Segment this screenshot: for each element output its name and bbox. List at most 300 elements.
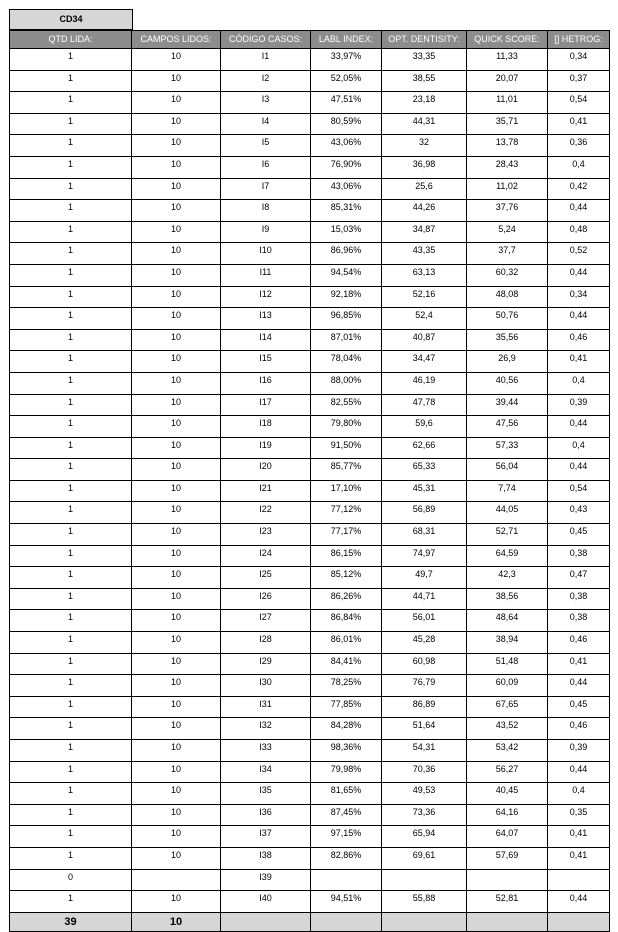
cell-campos-lidos: 10 [132, 200, 221, 222]
table-row [10, 459, 610, 481]
cell-quick-score: 67,65 [467, 696, 548, 718]
cell-opt-density: 25,6 [382, 178, 467, 200]
cell-quick-score: 48,08 [467, 286, 548, 308]
totals-row [10, 912, 610, 931]
table-row [10, 49, 610, 71]
cell-campos-lidos: 10 [132, 740, 221, 762]
cell-qtd-lida: 1 [10, 135, 132, 157]
total-hetrog [548, 912, 610, 931]
cell-qtd-lida: 1 [10, 394, 132, 416]
cell-opt-density: 52,4 [382, 308, 467, 330]
table-row [10, 567, 610, 589]
cell-qtd-lida: 1 [10, 804, 132, 826]
cell-campos-lidos: 10 [132, 804, 221, 826]
cell-codigo-casos: I16 [221, 372, 311, 394]
cell-qtd-lida: 1 [10, 783, 132, 805]
cell-opt-density: 76,79 [382, 675, 467, 697]
cell-qtd-lida: 1 [10, 653, 132, 675]
table-row [10, 653, 610, 675]
cell-hetrog: 0,41 [548, 351, 610, 373]
cell-labl-index: 82,55% [311, 394, 382, 416]
cell-labl-index: 85,77% [311, 459, 382, 481]
cell-codigo-casos: I37 [221, 826, 311, 848]
cell-labl-index: 81,65% [311, 783, 382, 805]
cell-labl-index: 94,54% [311, 264, 382, 286]
cell-qtd-lida: 1 [10, 264, 132, 286]
table-row [10, 524, 610, 546]
table-row [10, 200, 610, 222]
cell-codigo-casos: I14 [221, 329, 311, 351]
cell-codigo-casos: I33 [221, 740, 311, 762]
cell-qtd-lida: 1 [10, 459, 132, 481]
cell-opt-density: 65,33 [382, 459, 467, 481]
table-row [10, 308, 610, 330]
cell-campos-lidos: 10 [132, 156, 221, 178]
cell-labl-index: 91,50% [311, 437, 382, 459]
cell-campos-lidos: 10 [132, 394, 221, 416]
cell-labl-index: 52,05% [311, 70, 382, 92]
cell-hetrog: 0,37 [548, 70, 610, 92]
cell-opt-density: 40,87 [382, 329, 467, 351]
table-row [10, 221, 610, 243]
cell-campos-lidos: 10 [132, 437, 221, 459]
cell-opt-density: 70,36 [382, 761, 467, 783]
table-row [10, 113, 610, 135]
header-qtd-lida: QTD LIDA: [10, 31, 132, 49]
table-row [10, 372, 610, 394]
cell-quick-score: 50,76 [467, 308, 548, 330]
cell-campos-lidos: 10 [132, 135, 221, 157]
cell-opt-density: 44,26 [382, 200, 467, 222]
cell-opt-density: 60,98 [382, 653, 467, 675]
cell-opt-density: 59,6 [382, 416, 467, 438]
cell-labl-index: 78,25% [311, 675, 382, 697]
cell-opt-density: 36,98 [382, 156, 467, 178]
cell-labl-index: 98,36% [311, 740, 382, 762]
cell-labl-index: 87,45% [311, 804, 382, 826]
table-row [10, 696, 610, 718]
cell-campos-lidos: 10 [132, 847, 221, 869]
cell-labl-index: 33,97% [311, 49, 382, 71]
cell-opt-density: 86,89 [382, 696, 467, 718]
cell-qtd-lida: 1 [10, 588, 132, 610]
header-labl-index: LABL INDEX: [311, 31, 382, 49]
table-row [10, 718, 610, 740]
cell-quick-score: 48,64 [467, 610, 548, 632]
cell-campos-lidos: 10 [132, 718, 221, 740]
cell-labl-index: 85,12% [311, 567, 382, 589]
cell-campos-lidos: 10 [132, 329, 221, 351]
cell-quick-score: 37,7 [467, 243, 548, 265]
cell-campos-lidos: 10 [132, 264, 221, 286]
cell-quick-score: 43,52 [467, 718, 548, 740]
cell-codigo-casos: I30 [221, 675, 311, 697]
table-row [10, 243, 610, 265]
cell-hetrog: 0,45 [548, 696, 610, 718]
cell-codigo-casos: I39 [221, 869, 311, 891]
cell-quick-score: 38,56 [467, 588, 548, 610]
cell-opt-density: 69,61 [382, 847, 467, 869]
cell-labl-index: 86,01% [311, 632, 382, 654]
cell-labl-index: 76,90% [311, 156, 382, 178]
cell-opt-density: 23,18 [382, 92, 467, 114]
cell-opt-density: 43,35 [382, 243, 467, 265]
cell-opt-density: 46,19 [382, 372, 467, 394]
cell-labl-index: 77,17% [311, 524, 382, 546]
cell-quick-score: 64,16 [467, 804, 548, 826]
cell-hetrog: 0,41 [548, 826, 610, 848]
table-row [10, 286, 610, 308]
cell-qtd-lida: 1 [10, 826, 132, 848]
cell-opt-density: 45,31 [382, 480, 467, 502]
cell-codigo-casos: I13 [221, 308, 311, 330]
cell-labl-index: 86,96% [311, 243, 382, 265]
cell-codigo-casos: I6 [221, 156, 311, 178]
cell-opt-density: 55,88 [382, 891, 467, 913]
cell-campos-lidos: 10 [132, 891, 221, 913]
cell-hetrog: 0,46 [548, 718, 610, 740]
cell-quick-score: 56,04 [467, 459, 548, 481]
cell-quick-score: 38,94 [467, 632, 548, 654]
cell-qtd-lida: 1 [10, 761, 132, 783]
cell-qtd-lida: 1 [10, 156, 132, 178]
cell-labl-index: 85,31% [311, 200, 382, 222]
header-campos-lidos: CAMPOS LIDOS: [132, 31, 221, 49]
cell-qtd-lida: 1 [10, 610, 132, 632]
header-codigo-casos: CÓDIGO CASOS: [221, 31, 311, 49]
total-codigo-casos [221, 912, 311, 931]
cell-quick-score: 11,02 [467, 178, 548, 200]
cell-quick-score: 35,56 [467, 329, 548, 351]
cell-qtd-lida: 1 [10, 351, 132, 373]
cell-qtd-lida: 1 [10, 308, 132, 330]
spreadsheet [9, 9, 610, 932]
cell-hetrog: 0,44 [548, 308, 610, 330]
cell-qtd-lida: 1 [10, 92, 132, 114]
cell-quick-score: 52,81 [467, 891, 548, 913]
cell-labl-index: 87,01% [311, 329, 382, 351]
cell-quick-score: 47,56 [467, 416, 548, 438]
cell-hetrog: 0,44 [548, 761, 610, 783]
cell-hetrog: 0,38 [548, 545, 610, 567]
cell-qtd-lida: 1 [10, 567, 132, 589]
table-row [10, 804, 610, 826]
cell-hetrog: 0,44 [548, 416, 610, 438]
cell-opt-density: 51,64 [382, 718, 467, 740]
table-row [10, 847, 610, 869]
cell-qtd-lida: 1 [10, 718, 132, 740]
cell-qtd-lida: 1 [10, 480, 132, 502]
cell-quick-score: 13,78 [467, 135, 548, 157]
table-row [10, 610, 610, 632]
cell-qtd-lida: 1 [10, 329, 132, 351]
cell-hetrog: 0,34 [548, 49, 610, 71]
cell-labl-index: 86,84% [311, 610, 382, 632]
header-row [10, 31, 610, 49]
cell-campos-lidos: 10 [132, 243, 221, 265]
cell-hetrog: 0,41 [548, 847, 610, 869]
cell-qtd-lida: 1 [10, 286, 132, 308]
cell-campos-lidos: 10 [132, 632, 221, 654]
cell-codigo-casos: I26 [221, 588, 311, 610]
table-row [10, 826, 610, 848]
cell-qtd-lida: 1 [10, 221, 132, 243]
table-row [10, 675, 610, 697]
cell-hetrog: 0,42 [548, 178, 610, 200]
cell-labl-index: 92,18% [311, 286, 382, 308]
cell-campos-lidos: 10 [132, 372, 221, 394]
cell-codigo-casos: I21 [221, 480, 311, 502]
cell-qtd-lida: 1 [10, 891, 132, 913]
cell-opt-density: 38,55 [382, 70, 467, 92]
cell-codigo-casos: I11 [221, 264, 311, 286]
cell-qtd-lida: 1 [10, 632, 132, 654]
table-row [10, 416, 610, 438]
cell-hetrog: 0,39 [548, 740, 610, 762]
cell-codigo-casos: I34 [221, 761, 311, 783]
cell-labl-index: 84,41% [311, 653, 382, 675]
cell-opt-density: 44,31 [382, 113, 467, 135]
cell-quick-score: 39,44 [467, 394, 548, 416]
cell-qtd-lida: 1 [10, 502, 132, 524]
cell-opt-density: 49,7 [382, 567, 467, 589]
cell-hetrog: 0,4 [548, 783, 610, 805]
cell-qtd-lida: 1 [10, 372, 132, 394]
cell-hetrog: 0,4 [548, 372, 610, 394]
cell-codigo-casos: I9 [221, 221, 311, 243]
cell-hetrog: 0,46 [548, 329, 610, 351]
cell-opt-density: 54,31 [382, 740, 467, 762]
cell-labl-index: 86,15% [311, 545, 382, 567]
cell-campos-lidos: 10 [132, 416, 221, 438]
cell-opt-density: 49,53 [382, 783, 467, 805]
cell-opt-density [382, 869, 467, 891]
cell-opt-density: 68,31 [382, 524, 467, 546]
cell-hetrog: 0,38 [548, 610, 610, 632]
cell-labl-index: 78,04% [311, 351, 382, 373]
cell-hetrog: 0,54 [548, 92, 610, 114]
cell-codigo-casos: I1 [221, 49, 311, 71]
cell-quick-score: 56,27 [467, 761, 548, 783]
cell-quick-score: 57,69 [467, 847, 548, 869]
cell-quick-score: 11,01 [467, 92, 548, 114]
cell-campos-lidos: 10 [132, 351, 221, 373]
header-opt-density: OPT. DENTISITY: [382, 31, 467, 49]
table-row [10, 70, 610, 92]
cell-hetrog: 0,36 [548, 135, 610, 157]
cell-hetrog: 0,54 [548, 480, 610, 502]
cell-labl-index: 17,10% [311, 480, 382, 502]
cell-hetrog [548, 869, 610, 891]
total-qtd-lida: 39 [10, 912, 132, 931]
cell-labl-index: 47,51% [311, 92, 382, 114]
cell-hetrog: 0,39 [548, 394, 610, 416]
cell-hetrog: 0,35 [548, 804, 610, 826]
cell-codigo-casos: I22 [221, 502, 311, 524]
cell-codigo-casos: I38 [221, 847, 311, 869]
cell-labl-index: 84,28% [311, 718, 382, 740]
cell-codigo-casos: I2 [221, 70, 311, 92]
cell-codigo-casos: I23 [221, 524, 311, 546]
cell-hetrog: 0,44 [548, 891, 610, 913]
cell-codigo-casos: I29 [221, 653, 311, 675]
cell-codigo-casos: I20 [221, 459, 311, 481]
cell-hetrog: 0,34 [548, 286, 610, 308]
cell-campos-lidos: 10 [132, 524, 221, 546]
cell-qtd-lida: 1 [10, 696, 132, 718]
header-quick-score: QUICK SCORE: [467, 31, 548, 49]
cell-quick-score: 53,42 [467, 740, 548, 762]
cell-campos-lidos: 10 [132, 761, 221, 783]
cell-opt-density: 62,66 [382, 437, 467, 459]
cell-hetrog: 0,4 [548, 437, 610, 459]
cell-campos-lidos: 10 [132, 70, 221, 92]
cell-hetrog: 0,41 [548, 653, 610, 675]
sheet-tag: CD34 [9, 9, 133, 30]
cell-quick-score: 42,3 [467, 567, 548, 589]
cell-qtd-lida: 1 [10, 847, 132, 869]
table-row [10, 891, 610, 913]
cell-campos-lidos: 10 [132, 588, 221, 610]
cell-opt-density: 52,16 [382, 286, 467, 308]
cell-campos-lidos: 10 [132, 92, 221, 114]
cell-qtd-lida: 1 [10, 113, 132, 135]
cell-hetrog: 0,38 [548, 588, 610, 610]
cell-qtd-lida: 1 [10, 740, 132, 762]
cell-campos-lidos [132, 869, 221, 891]
cell-campos-lidos: 10 [132, 653, 221, 675]
cell-qtd-lida: 1 [10, 178, 132, 200]
cell-codigo-casos: I31 [221, 696, 311, 718]
cell-hetrog: 0,45 [548, 524, 610, 546]
table-row [10, 437, 610, 459]
cell-campos-lidos: 10 [132, 502, 221, 524]
cell-labl-index: 88,00% [311, 372, 382, 394]
cell-campos-lidos: 10 [132, 459, 221, 481]
cell-qtd-lida: 1 [10, 243, 132, 265]
table-row [10, 178, 610, 200]
cell-opt-density: 33,35 [382, 49, 467, 71]
cell-campos-lidos: 10 [132, 286, 221, 308]
cell-quick-score: 28,43 [467, 156, 548, 178]
cell-opt-density: 32 [382, 135, 467, 157]
cell-campos-lidos: 10 [132, 113, 221, 135]
table-row [10, 156, 610, 178]
cell-campos-lidos: 10 [132, 221, 221, 243]
cell-codigo-casos: I25 [221, 567, 311, 589]
cell-quick-score: 44,05 [467, 502, 548, 524]
cell-hetrog: 0,47 [548, 567, 610, 589]
cell-opt-density: 56,01 [382, 610, 467, 632]
cell-qtd-lida: 1 [10, 675, 132, 697]
cell-campos-lidos: 10 [132, 545, 221, 567]
data-table [9, 30, 610, 932]
header-hetrog: [] HETROG: [548, 31, 610, 49]
table-row [10, 480, 610, 502]
cell-opt-density: 47,78 [382, 394, 467, 416]
cell-opt-density: 44,71 [382, 588, 467, 610]
cell-codigo-casos: I5 [221, 135, 311, 157]
cell-hetrog: 0,43 [548, 502, 610, 524]
table-row [10, 329, 610, 351]
cell-quick-score: 64,07 [467, 826, 548, 848]
cell-opt-density: 34,47 [382, 351, 467, 373]
cell-quick-score: 57,33 [467, 437, 548, 459]
cell-quick-score: 37,76 [467, 200, 548, 222]
cell-campos-lidos: 10 [132, 567, 221, 589]
total-campos-lidos: 10 [132, 912, 221, 931]
cell-codigo-casos: I40 [221, 891, 311, 913]
cell-quick-score: 51,48 [467, 653, 548, 675]
cell-quick-score: 26,9 [467, 351, 548, 373]
table-row [10, 761, 610, 783]
cell-quick-score: 35,71 [467, 113, 548, 135]
table-row [10, 740, 610, 762]
cell-quick-score: 20,07 [467, 70, 548, 92]
table-row [10, 588, 610, 610]
cell-campos-lidos: 10 [132, 610, 221, 632]
cell-labl-index: 97,15% [311, 826, 382, 848]
cell-labl-index: 77,85% [311, 696, 382, 718]
cell-campos-lidos: 10 [132, 480, 221, 502]
cell-hetrog: 0,44 [548, 264, 610, 286]
cell-qtd-lida: 1 [10, 545, 132, 567]
cell-opt-density: 56,89 [382, 502, 467, 524]
cell-campos-lidos: 10 [132, 178, 221, 200]
table-row [10, 92, 610, 114]
cell-quick-score: 7,74 [467, 480, 548, 502]
cell-quick-score: 52,71 [467, 524, 548, 546]
cell-codigo-casos: I10 [221, 243, 311, 265]
cell-labl-index: 82,86% [311, 847, 382, 869]
cell-campos-lidos: 10 [132, 308, 221, 330]
cell-quick-score: 60,09 [467, 675, 548, 697]
cell-opt-density: 45,28 [382, 632, 467, 654]
cell-quick-score: 60,32 [467, 264, 548, 286]
cell-codigo-casos: I3 [221, 92, 311, 114]
table-row [10, 545, 610, 567]
table-row [10, 135, 610, 157]
table-row [10, 264, 610, 286]
cell-hetrog: 0,52 [548, 243, 610, 265]
cell-quick-score: 40,56 [467, 372, 548, 394]
table-row [10, 869, 610, 891]
cell-labl-index: 79,98% [311, 761, 382, 783]
cell-codigo-casos: I18 [221, 416, 311, 438]
cell-labl-index: 79,80% [311, 416, 382, 438]
cell-opt-density: 73,36 [382, 804, 467, 826]
cell-quick-score: 5,24 [467, 221, 548, 243]
cell-qtd-lida: 1 [10, 437, 132, 459]
cell-qtd-lida: 1 [10, 416, 132, 438]
cell-codigo-casos: I32 [221, 718, 311, 740]
cell-campos-lidos: 10 [132, 675, 221, 697]
cell-hetrog: 0,44 [548, 200, 610, 222]
table-row [10, 632, 610, 654]
cell-campos-lidos: 10 [132, 696, 221, 718]
table-row [10, 351, 610, 373]
cell-opt-density: 65,94 [382, 826, 467, 848]
table-row [10, 783, 610, 805]
cell-qtd-lida: 1 [10, 49, 132, 71]
cell-labl-index: 43,06% [311, 135, 382, 157]
cell-labl-index: 86,26% [311, 588, 382, 610]
cell-opt-density: 63,13 [382, 264, 467, 286]
cell-hetrog: 0,46 [548, 632, 610, 654]
cell-codigo-casos: I8 [221, 200, 311, 222]
cell-quick-score [467, 869, 548, 891]
cell-codigo-casos: I15 [221, 351, 311, 373]
